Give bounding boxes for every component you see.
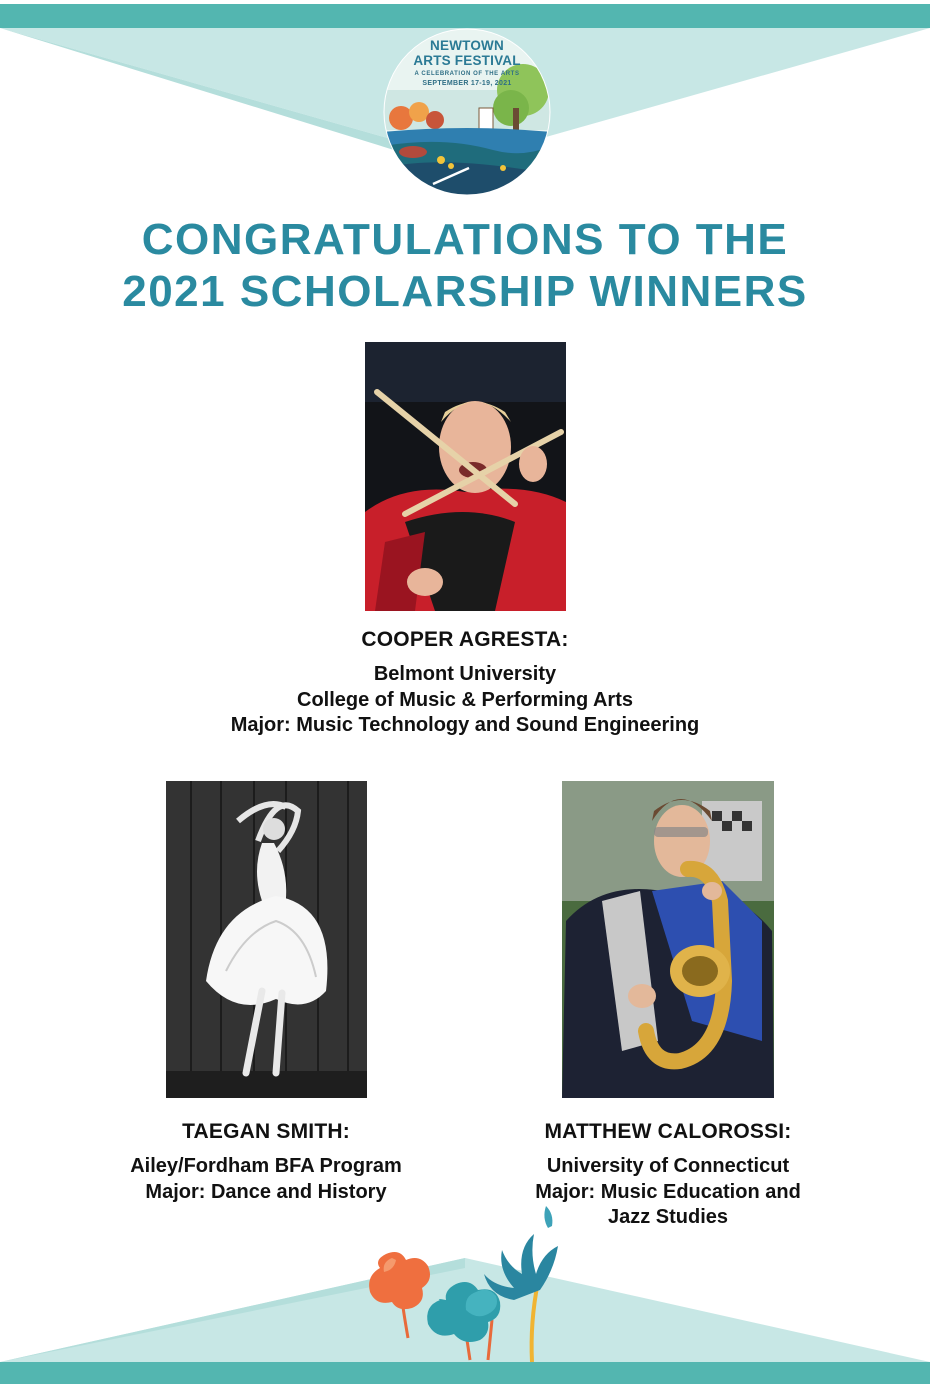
detail-line: Major: Dance and History [145,1180,387,1203]
detail-line: College of Music & Performing Arts [297,688,633,711]
festival-logo [383,28,551,196]
detail-line: Ailey/Fordham BFA Program [130,1155,402,1177]
winner-name-matthew: MATTHEW CALOROSSI: [544,1120,792,1143]
detail-line: Major: Music Education and [535,1180,801,1203]
matthew-calorossi-photo [562,781,774,1098]
detail-line: University of Connecticut [546,1155,790,1177]
taegan-smith-photo [166,781,367,1098]
winner-details-matthew [468,1154,868,1231]
detail-line: Major: Music Technology and Sound Engineering [230,714,700,736]
winner-details-taegan [66,1154,466,1205]
logo-dates: SEPTEMBER 17-19, 2021 [422,80,512,87]
headline-line1: CONGRATULATIONS TO THE [141,215,789,264]
detail-line: Jazz Studies [607,1206,729,1228]
winner-name-taegan: TAEGAN SMITH: [182,1120,350,1143]
cooper-agresta-photo [365,342,566,611]
detail-line: Belmont University [373,663,557,685]
winner-name-cooper: COOPER AGRESTA: [361,628,569,651]
logo-name-line2: ARTS FESTIVAL [413,53,521,68]
winner-details-cooper [165,662,765,739]
headline-line2: 2021 SCHOLARSHIP WINNERS [122,267,808,316]
logo-tagline: A CELEBRATION OF THE ARTS [414,71,520,77]
logo-name-line1: NEWTOWN [430,38,504,53]
